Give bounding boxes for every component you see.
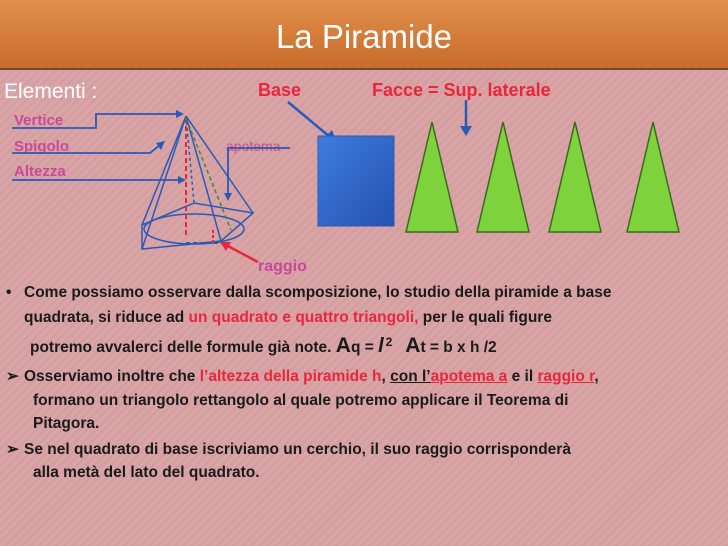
area-square-exponent: 2 bbox=[385, 334, 393, 349]
bullet-dot: • bbox=[6, 284, 12, 301]
bullet-1-text-1: Come possiamo osservare dalla scomposizione, lo studio della piramide a base bbox=[24, 284, 612, 301]
vertice-indicator bbox=[12, 114, 180, 128]
elementi-heading: Elementi : bbox=[4, 80, 98, 103]
bullet-2-apotema: apotema a bbox=[430, 368, 508, 385]
bullet-1-text-3a: potremo avvalerci delle formule già note. bbox=[30, 339, 336, 356]
bullet-2-line-2: formano un triangolo rettangolo al quale potremo applicare il Teorema di bbox=[33, 392, 569, 409]
bullet-1-text-2-red: un quadrato e quattro triangoli, bbox=[188, 309, 419, 326]
bullet-2-arrow: ➢ bbox=[6, 368, 19, 385]
base-arrow-line bbox=[288, 102, 330, 137]
spigolo-indicator bbox=[12, 145, 160, 153]
base-square bbox=[318, 136, 394, 226]
bullet-1-line-1 bbox=[6, 284, 611, 302]
area-square-l: l bbox=[378, 335, 384, 357]
facce-heading: Facce = Sup. laterale bbox=[372, 80, 551, 100]
raggio-arrow-line bbox=[226, 245, 258, 262]
vertice-label: Vertice bbox=[14, 112, 64, 129]
bullet-2-altezza: l’altezza della piramide h bbox=[199, 368, 382, 385]
bullet-2-con: con l’ bbox=[390, 368, 431, 385]
face-triangle-2 bbox=[477, 122, 529, 232]
base-heading: Base bbox=[258, 80, 302, 100]
bullet-3-arrow: ➢ bbox=[6, 441, 19, 458]
bullet-2-end: , bbox=[594, 368, 599, 385]
area-square-A: A bbox=[335, 334, 351, 357]
bullet-1-line-3 bbox=[30, 334, 497, 358]
face-triangle-4 bbox=[627, 122, 679, 232]
bullet-2-text-1a: Osserviamo inoltre che bbox=[24, 368, 200, 385]
bullet-3-line-2: alla metà del lato del quadrato. bbox=[33, 464, 260, 481]
pyramid bbox=[142, 116, 253, 249]
bullet-1-text-2b: per le quali figure bbox=[418, 309, 552, 326]
area-triangle-formula: t = b x h /2 bbox=[420, 339, 497, 356]
bullet-1-line-2 bbox=[24, 309, 552, 327]
facce-arrowhead bbox=[460, 126, 472, 136]
bullet-2-line-3: Pitagora. bbox=[33, 415, 100, 432]
spigolo-arrowhead bbox=[156, 141, 165, 150]
bullet-1-text-2a: quadrata, si riduce ad bbox=[24, 309, 189, 326]
raggio-label: raggio bbox=[258, 258, 307, 275]
bullet-3-text-1: Se nel quadrato di base iscriviamo un cerchio, il suo raggio corrisponderà bbox=[24, 441, 571, 458]
apothem-line bbox=[186, 118, 231, 230]
bullet-2-eil: e il bbox=[507, 368, 538, 385]
bullet-2-comma: , bbox=[381, 368, 391, 385]
bullet-3-line-1 bbox=[6, 440, 571, 459]
face-triangle-3 bbox=[549, 122, 601, 232]
bullet-2-line-1 bbox=[6, 367, 599, 386]
altezza-arrowhead bbox=[178, 176, 186, 184]
bullet-2-raggio: raggio r bbox=[537, 368, 595, 385]
vertice-arrowhead bbox=[176, 110, 184, 118]
apotema-indicator bbox=[228, 148, 290, 196]
face-triangle-1 bbox=[406, 122, 458, 232]
faces-triangles bbox=[406, 122, 679, 232]
apotema-arrowhead bbox=[224, 193, 232, 201]
slide-title: La Piramide bbox=[275, 18, 453, 55]
area-square-formula: q = bbox=[350, 339, 379, 356]
apotema-label: apotema bbox=[226, 138, 281, 154]
area-triangle-A: A bbox=[405, 334, 421, 357]
spigolo-label: Spigolo bbox=[14, 138, 69, 155]
altezza-label: Altezza bbox=[14, 163, 66, 180]
